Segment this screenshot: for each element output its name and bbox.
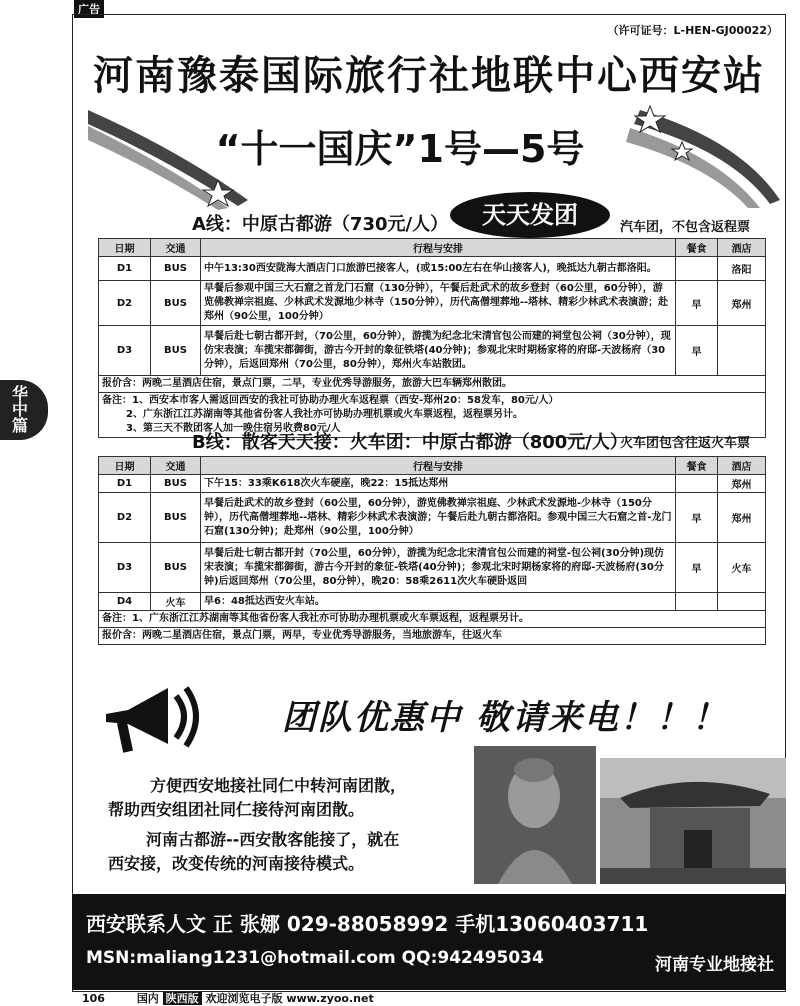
route-a-note: 汽车团，不包含返程票 [620, 220, 751, 235]
route-a-title: A线：中原古都游（730元/人） [192, 214, 449, 235]
page-number: 106 [82, 992, 105, 1005]
header-meal: 餐食 [676, 239, 718, 257]
traffic-cell: BUS [151, 326, 201, 376]
route-b-note: 火车团包含往返火车票 [620, 436, 751, 451]
traffic-cell: BUS [151, 493, 201, 543]
day-cell: D3 [99, 326, 151, 376]
day-cell: D4 [99, 593, 151, 611]
remark-line: 2、广东浙江江苏湖南等其他省份客人我社亦可协助办理机票或火车票返程，返程票另计。 [126, 409, 523, 420]
table-row [99, 281, 766, 326]
route-b-title: B线：散客天天接：火车团：中原古都游（800元/人） [192, 432, 628, 453]
text-line: 方便西安地接社同仁中转河南团散， [150, 776, 407, 795]
text-line: 帮助西安组团社同仁接待河南团散。 [108, 800, 365, 819]
day-cell: D1 [99, 257, 151, 281]
header-plan: 行程与安排 [201, 239, 676, 257]
header-plan: 行程与安排 [201, 457, 676, 475]
remark-line: 3、第三天不散团客人加一晚住宿另收费80元/人 [126, 423, 341, 434]
header-traffic: 交通 [151, 239, 201, 257]
plan-cell: 早餐后赴武术的故乡登封（60公里，60分钟），游览佛教禅宗祖庭、少林武术发源地-少林寺（150分钟），历代高僧埋葬地--塔林、精彩少林武术表演游；午餐后赴九朝古都洛阳。参观中国三大石窟之首-龙门石窟(130分钟)；赴郑州（90公里，100分钟） [201, 493, 676, 543]
meal-cell: 早 [676, 281, 718, 326]
day-cell: D3 [99, 543, 151, 593]
price-includes: 报价含：两晚二星酒店住宿，景点门票，两早，专业优秀导游服务，当地旅游车，往返火车 [99, 628, 766, 645]
day-cell: D1 [99, 475, 151, 493]
buddha-statue-photo [474, 746, 596, 884]
header-meal: 餐食 [676, 457, 718, 475]
text-line: 西安接，改变传统的河南接待模式。 [108, 854, 365, 873]
meal-cell: 早 [676, 326, 718, 376]
hotel-cell: 郑州 [718, 475, 766, 493]
header-date: 日期 [99, 239, 151, 257]
header-hotel: 酒店 [718, 457, 766, 475]
table-row [99, 475, 766, 493]
promo-heading: 团队优惠中 敬请来电！！！ [282, 698, 728, 738]
table-header-row [99, 457, 766, 475]
traffic-cell: BUS [151, 281, 201, 326]
day-cell: D2 [99, 493, 151, 543]
traffic-cell: BUS [151, 475, 201, 493]
promo-paragraph-1 [150, 774, 406, 798]
remarks-cell: 备注：1、广东浙江江苏湖南等其他省份客人我社亦可协助办理机票或火车票返程，返程票另计。 [99, 611, 766, 628]
temple-photo [600, 758, 786, 884]
table-row [99, 628, 766, 645]
plan-cell: 下午15：33乘K618次火车硬座，晚22：15抵达郑州 [201, 475, 676, 493]
table-row [99, 611, 766, 628]
route-a-table [98, 238, 766, 438]
website-text: 欢迎浏览电子版 www.zyoo.net [205, 992, 374, 1005]
traffic-cell: BUS [151, 257, 201, 281]
meal-cell: 早 [676, 543, 718, 593]
plan-cell: 中午13:30西安陇海大酒店门口旅游巴接客人，(或15:00左右在华山接客人)，晚抵达九朝古都洛阳。 [201, 257, 676, 281]
price-includes: 报价含：两晚二星酒店住宿，景点门票，二早，专业优秀导游服务，旅游大巴车辆郑州散团。 [99, 376, 766, 393]
ad-title: 河南豫泰国际旅行社地联中心西安站 [93, 53, 765, 99]
plan-cell: 早6：48抵达西安火车站。 [201, 593, 676, 611]
route-b-table [98, 456, 766, 645]
header-traffic: 交通 [151, 457, 201, 475]
plan-cell: 早餐后赴七朝古都开封（70公里，60分钟），游揽为纪念北宋清官包公而建的祠堂-包公祠(30分钟)现仿宋表演；车揽宋都御街，游古今开封的象征-铁塔(40分钟)；参观北宋时期杨家将的府邸-天波杨府(30分钟)后返回郑州（70公里，80分钟），晚20：58乘2611次火车硬卧返回 [201, 543, 676, 593]
table-header-row [99, 239, 766, 257]
footer-slogan: 河南专业地接社 [655, 955, 774, 975]
hotel-cell [718, 326, 766, 376]
promo-paragraph-2b [108, 852, 364, 876]
hotel-cell: 火车 [718, 543, 766, 593]
table-row [99, 543, 766, 593]
hotel-cell [718, 593, 766, 611]
daily-departure-badge: 天天发团 [450, 192, 610, 238]
remark-line: 备注：1、西安本市客人需返回西安的我社可协助办理火车返程票（西安-郑州20：58发车，80元/人） [102, 395, 559, 406]
meal-cell: 早 [676, 493, 718, 543]
table-row [99, 593, 766, 611]
hotel-cell: 郑州 [718, 493, 766, 543]
day-cell: D2 [99, 281, 151, 326]
traffic-cell: BUS [151, 543, 201, 593]
text-line: 河南古都游--西安散客能接了，就在 [146, 830, 400, 849]
plan-cell: 早餐后参观中国三大石窟之首龙门石窟（130分钟），午餐后赴武术的故乡登封（60公里，60分钟），游览佛教禅宗祖庭、少林武术发源地少林寺（150分钟），历代高僧埋葬地--塔林、精彩少林武术表演游；赴郑州（90公里，100分钟） [201, 281, 676, 326]
license-number: （许可证号：L-HEN-GJ00022） [607, 24, 778, 37]
table-row [99, 376, 766, 393]
table-row [99, 493, 766, 543]
section-label: 国内 [136, 992, 159, 1005]
plan-cell: 早餐后赴七朝古都开封，（70公里，60分钟），游揽为纪念北宋清官包公而建的祠堂包公祠（30分钟），现仿宋表演；车揽宋都御街，游古今开封的象征铁塔(40分钟)；参观北宋时期杨家将的府邸-天波杨府（30分钟），后返回郑州（70公里，80分钟），郑州火车站散团。 [201, 326, 676, 376]
meal-cell [676, 593, 718, 611]
contact-line: 西安联系人文 正 张娜 029-88058992 手机13060403711 [86, 912, 649, 936]
hotel-cell: 郑州 [718, 281, 766, 326]
contact-msn-qq: MSN:maliang1231@hotmail.com QQ:942495034 [86, 948, 544, 968]
table-row [99, 326, 766, 376]
holiday-heading: “十一国庆”1号—5号 [215, 127, 585, 171]
traffic-cell: 火车 [151, 593, 201, 611]
promo-paragraph-1b [108, 798, 364, 822]
hotel-cell: 洛阳 [718, 257, 766, 281]
meal-cell [676, 257, 718, 281]
meal-cell [676, 475, 718, 493]
megaphone-icon [98, 680, 208, 760]
promo-paragraph-2 [146, 828, 399, 852]
ad-tag: 广告 [74, 0, 104, 18]
header-date: 日期 [99, 457, 151, 475]
table-row [99, 257, 766, 281]
side-tab-central-china: 华中篇 [0, 380, 48, 440]
edition-badge: 陕西版 [163, 992, 202, 1005]
contact-footer [72, 894, 786, 990]
header-hotel: 酒店 [718, 239, 766, 257]
